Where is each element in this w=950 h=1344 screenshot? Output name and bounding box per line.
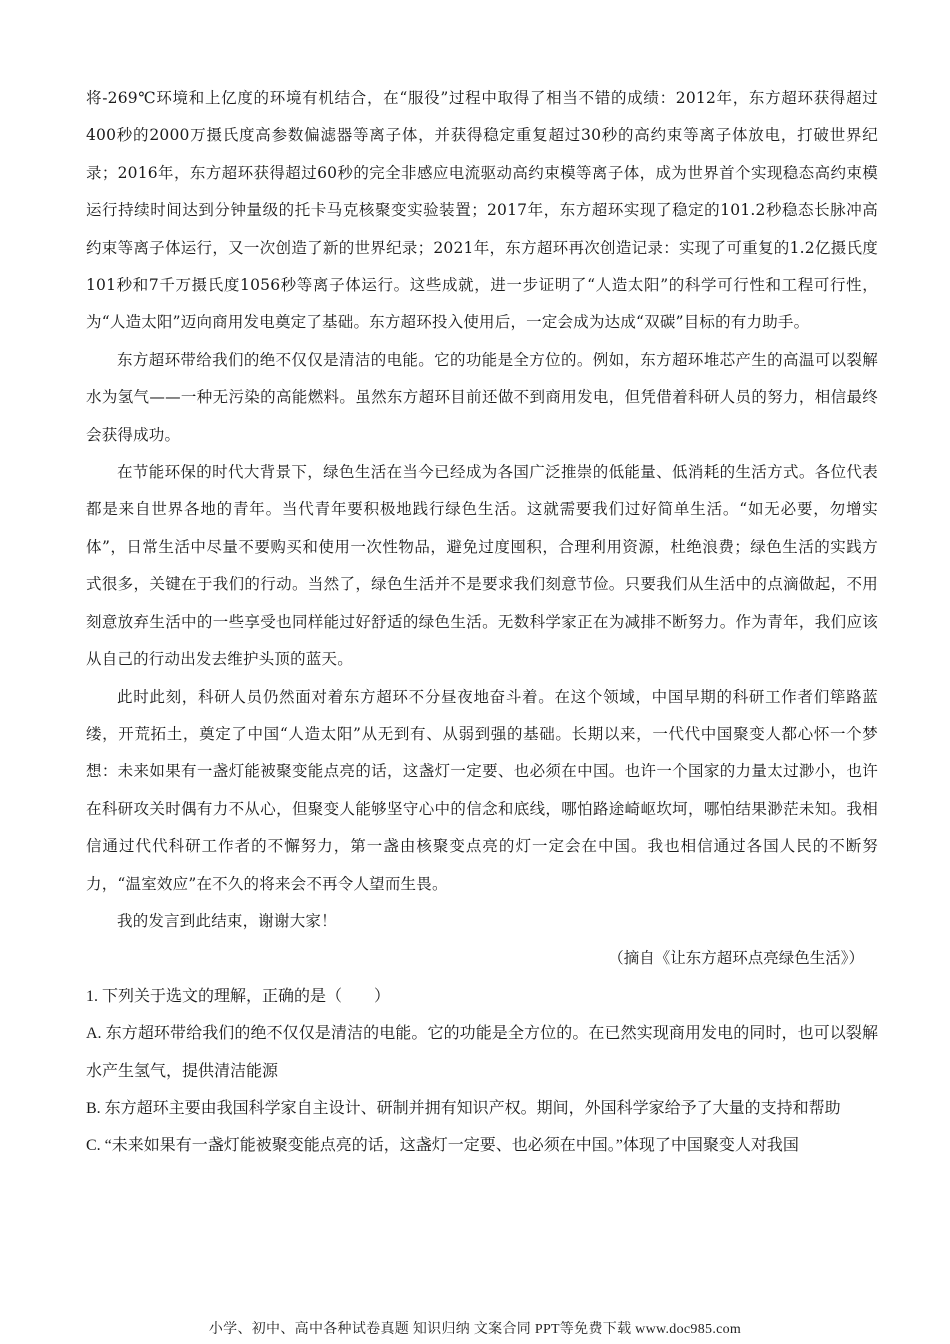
question-stem: 1. 下列关于选文的理解，正确的是（ ） bbox=[86, 987, 391, 1005]
page-footer: 小学、初中、高中各种试卷真题 知识归纳 文案合同 PPT等免费下载 www.doc985.com bbox=[208, 1322, 742, 1337]
article-source: （摘自《让东方超环点亮绿色生活》） bbox=[608, 949, 864, 968]
article-paragraph-1: 将-269℃环境和上亿度的环境有机结合，在“服役”过程中取得了相当不错的成绩：2012年，东方超环获得超过400秒的2000万摄氏度高参数偏滤器等离子体，并获得稳定重复超过30秒的高约束等离子体放电，打破世界纪录；2016年，东方超环获得超过60秒的完全非感应电流驱动高约束模等离子体，成为世界首个实现稳态高约束模运行持续时间达到分钟量级的托卡马克核聚变实验装置；2017年，东方超环实现了稳定的101.2秒稳态长脉冲高约束等离子体运行，又一次创造了新的世界纪录；2021年，东方超环再次创造记录：实现了可重复的1.2亿摄氏度101秒和7千万摄氏度1056秒等离子体运行。这些成就，进一步证明了“人造太阳”的科学可行性和工程可行性，为“人造太阳”迈向商用发电奠定了基础。东方超环投入使用后，一定会成为达成“双碳”目标的有力助手。 bbox=[86, 89, 878, 332]
article-paragraph-3: 在节能环保的时代大背景下，绿色生活在当今已经成为各国广泛推崇的低能量、低消耗的生活方式。各位代表都是来自世界各地的青年。当代青年要积极地践行绿色生活。这就需要我们过好简单生活。“如无必要，勿增实体”，日常生活中尽量不要购买和使用一次性物品，避免过度囤积，合理利用资源，杜绝浪费；绿色生活的实践方式很多，关键在于我们的行动。当然了，绿色生活并不是要求我们刻意节俭。只要我们从生活中的点滴做起，不用刻意放弃生活中的一些享受也同样能过好舒适的绿色生活。无数科学家正在为减排不断努力。作为青年，我们应该从自己的行动出发去维护头顶的蓝天。 bbox=[86, 463, 878, 669]
article-paragraph-2: 东方超环带给我们的绝不仅仅是清洁的电能。它的功能是全方位的。例如，东方超环堆芯产生的高温可以裂解水为氢气——一种无污染的高能燃料。虽然东方超环目前还做不到商用发电，但凭借着科研人员的努力，相信最终会获得成功。 bbox=[86, 350, 878, 444]
question-option-a: A. 东方超环带给我们的绝不仅仅是清洁的电能。它的功能是全方位的。在已然实现商用发电的同时，也可以裂解水产生氢气，提供清洁能源 bbox=[86, 1025, 878, 1080]
article-paragraph-5: 我的发言到此结束，谢谢大家！ bbox=[117, 911, 337, 930]
question-option-c: C. “未来如果有一盏灯能被聚变能点亮的话，这盏灯一定要、也必须在中国。”体现了中国聚变人对我国 bbox=[86, 1137, 799, 1155]
question-option-b: B. 东方超环主要由我国科学家自主设计、研制并拥有知识产权。期间，外国科学家给予了大量的支持和帮助 bbox=[86, 1099, 841, 1117]
page-content bbox=[86, 80, 878, 1165]
article-paragraph-4: 此时此刻，科研人员仍然面对着东方超环不分昼夜地奋斗着。在这个领域，中国早期的科研工作者们筚路蓝缕，开荒拓土，奠定了中国“人造太阳”从无到有、从弱到强的基础。长期以来，一代代中国聚变人都心怀一个梦想：未来如果有一盏灯能被聚变能点亮的话，这盏灯一定要、也必须在中国。也许一个国家的力量太过渺小，也许在科研攻关时偶有力不从心，但聚变人能够坚守心中的信念和底线，哪怕路途崎岖坎坷，哪怕结果渺茫未知。我相信通过代代科研工作者的不懈努力，第一盏由核聚变点亮的灯一定会在中国。我也相信通过各国人民的不断努力，“温室效应”在不久的将来会不再令人望而生畏。 bbox=[86, 687, 878, 893]
